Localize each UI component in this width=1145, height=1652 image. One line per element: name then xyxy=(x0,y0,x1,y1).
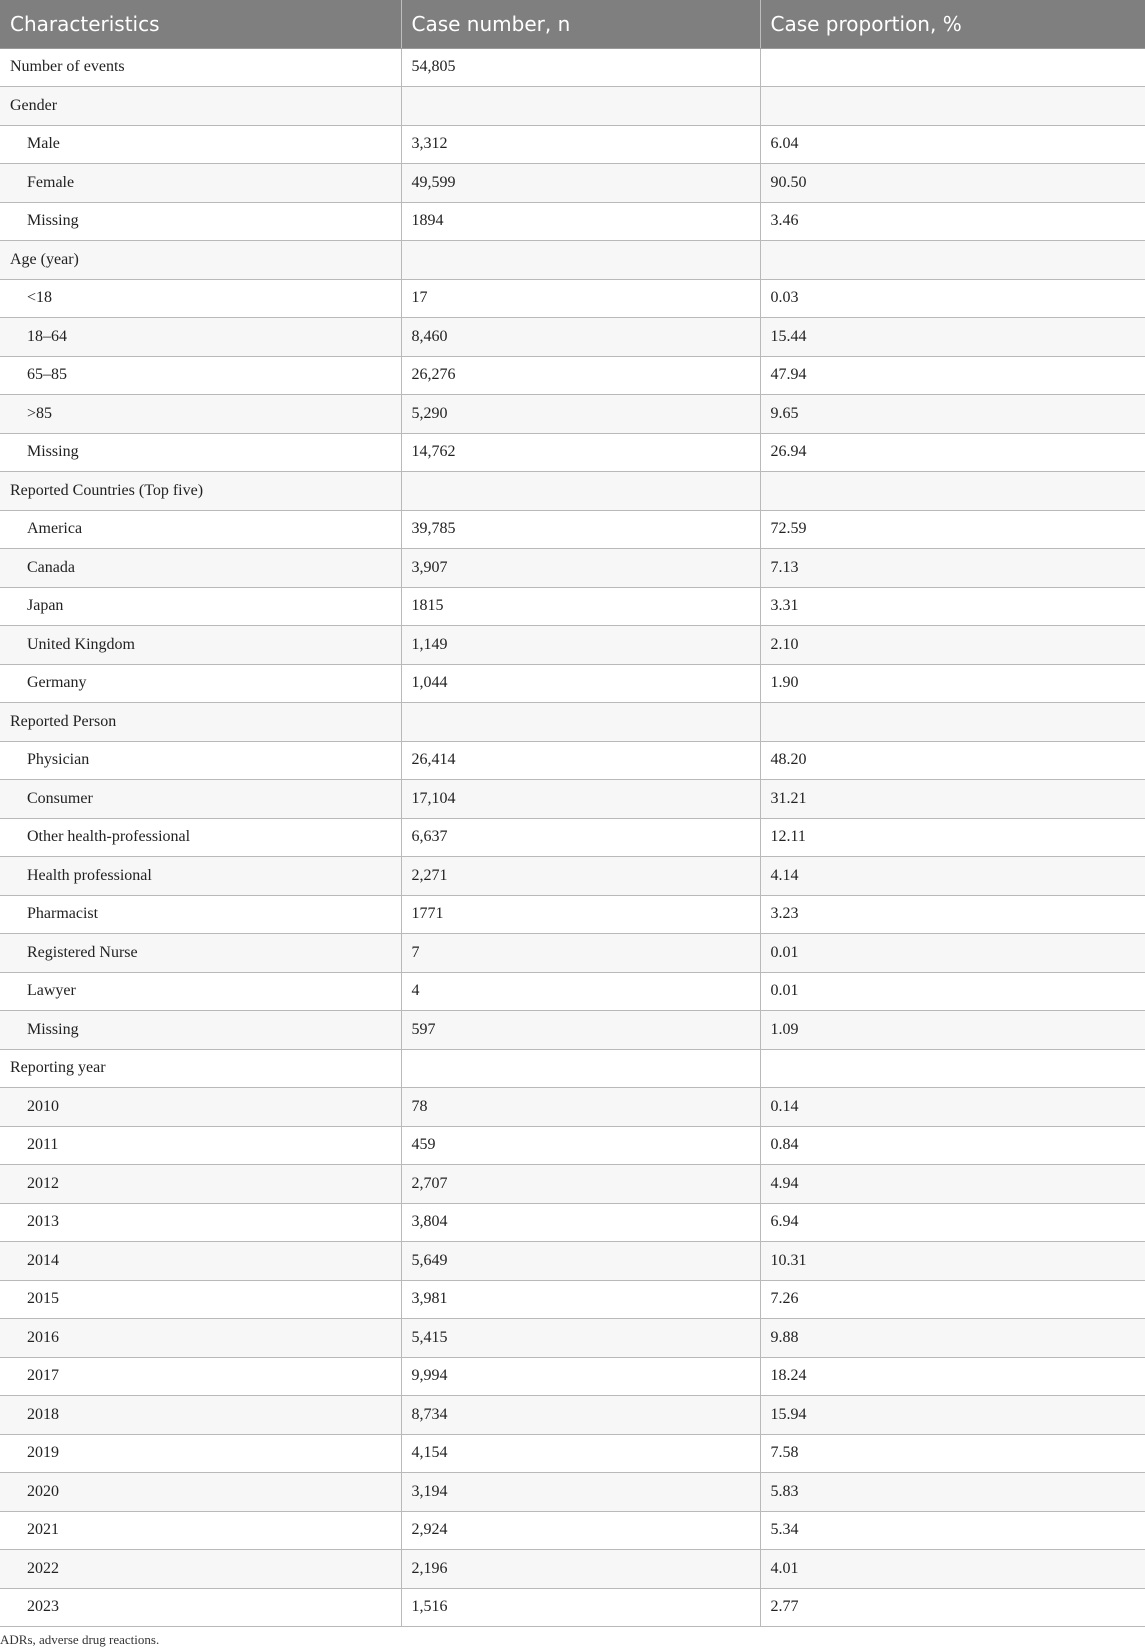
header-case-proportion: Case proportion, % xyxy=(760,0,1145,48)
row-case-number: 1894 xyxy=(401,202,760,241)
table-row xyxy=(0,202,1145,241)
table-row xyxy=(0,1473,1145,1512)
row-label: Reporting year xyxy=(0,1049,401,1088)
table-row xyxy=(0,1126,1145,1165)
row-case-number: 5,649 xyxy=(401,1242,760,1281)
row-case-proportion: 6.94 xyxy=(760,1203,1145,1242)
row-label: 65–85 xyxy=(0,356,401,395)
table-row xyxy=(0,433,1145,472)
row-label: Missing xyxy=(0,1011,401,1050)
row-case-number: 14,762 xyxy=(401,433,760,472)
row-label: 2021 xyxy=(0,1511,401,1550)
row-case-proportion: 10.31 xyxy=(760,1242,1145,1281)
row-case-number xyxy=(401,472,760,511)
row-case-number: 3,312 xyxy=(401,125,760,164)
row-case-proportion: 3.31 xyxy=(760,587,1145,626)
row-case-number xyxy=(401,703,760,742)
row-label: Reported Countries (Top five) xyxy=(0,472,401,511)
table-row xyxy=(0,241,1145,280)
table-row xyxy=(0,1357,1145,1396)
row-label: America xyxy=(0,510,401,549)
row-label: Female xyxy=(0,164,401,203)
header-characteristics: Characteristics xyxy=(0,0,401,48)
row-case-proportion: 7.13 xyxy=(760,549,1145,588)
table-row xyxy=(0,1088,1145,1127)
row-case-proportion: 2.77 xyxy=(760,1588,1145,1627)
row-label: Physician xyxy=(0,741,401,780)
row-case-proportion: 0.84 xyxy=(760,1126,1145,1165)
row-case-number: 6,637 xyxy=(401,818,760,857)
row-case-number: 3,804 xyxy=(401,1203,760,1242)
table-row xyxy=(0,818,1145,857)
row-case-proportion: 4.14 xyxy=(760,857,1145,896)
table-row xyxy=(0,1588,1145,1627)
row-case-number: 2,924 xyxy=(401,1511,760,1550)
row-label: 2017 xyxy=(0,1357,401,1396)
row-case-proportion: 12.11 xyxy=(760,818,1145,857)
row-label: Pharmacist xyxy=(0,895,401,934)
row-case-proportion: 26.94 xyxy=(760,433,1145,472)
table-row xyxy=(0,164,1145,203)
table-row xyxy=(0,934,1145,973)
table-row xyxy=(0,1011,1145,1050)
row-case-number: 1,516 xyxy=(401,1588,760,1627)
row-label: Missing xyxy=(0,433,401,472)
table-row xyxy=(0,1049,1145,1088)
table-row xyxy=(0,780,1145,819)
row-case-number: 26,276 xyxy=(401,356,760,395)
row-case-proportion: 4.94 xyxy=(760,1165,1145,1204)
table-row xyxy=(0,1242,1145,1281)
table-row xyxy=(0,1280,1145,1319)
row-case-proportion: 47.94 xyxy=(760,356,1145,395)
row-case-number: 4,154 xyxy=(401,1434,760,1473)
row-case-number: 7 xyxy=(401,934,760,973)
row-case-proportion: 0.14 xyxy=(760,1088,1145,1127)
row-case-proportion: 7.26 xyxy=(760,1280,1145,1319)
row-case-number: 17,104 xyxy=(401,780,760,819)
row-label: 2014 xyxy=(0,1242,401,1281)
row-case-proportion: 1.90 xyxy=(760,664,1145,703)
row-case-proportion xyxy=(760,48,1145,87)
row-case-number: 39,785 xyxy=(401,510,760,549)
table-row xyxy=(0,1203,1145,1242)
row-case-proportion: 0.01 xyxy=(760,972,1145,1011)
row-label: 2016 xyxy=(0,1319,401,1358)
row-case-proportion: 15.44 xyxy=(760,318,1145,357)
table-row xyxy=(0,972,1145,1011)
row-case-number: 1,044 xyxy=(401,664,760,703)
row-case-number: 17 xyxy=(401,279,760,318)
row-case-proportion: 6.04 xyxy=(760,125,1145,164)
row-case-number: 3,907 xyxy=(401,549,760,588)
row-case-proportion: 4.01 xyxy=(760,1550,1145,1589)
row-case-number xyxy=(401,1049,760,1088)
row-label: Japan xyxy=(0,587,401,626)
row-label: 2023 xyxy=(0,1588,401,1627)
row-label: Canada xyxy=(0,549,401,588)
table-row xyxy=(0,1319,1145,1358)
row-label: 2019 xyxy=(0,1434,401,1473)
row-case-number: 78 xyxy=(401,1088,760,1127)
row-label: Other health-professional xyxy=(0,818,401,857)
row-case-number: 9,994 xyxy=(401,1357,760,1396)
row-label: Consumer xyxy=(0,780,401,819)
row-label: Germany xyxy=(0,664,401,703)
row-case-number: 49,599 xyxy=(401,164,760,203)
row-case-proportion xyxy=(760,1049,1145,1088)
table-row xyxy=(0,703,1145,742)
row-case-proportion xyxy=(760,241,1145,280)
table-row xyxy=(0,1511,1145,1550)
row-case-number: 1815 xyxy=(401,587,760,626)
table-row xyxy=(0,626,1145,665)
row-case-number: 5,415 xyxy=(401,1319,760,1358)
row-label: 2011 xyxy=(0,1126,401,1165)
row-label: Male xyxy=(0,125,401,164)
table-row xyxy=(0,279,1145,318)
table-row xyxy=(0,318,1145,357)
row-label: Age (year) xyxy=(0,241,401,280)
row-case-proportion: 3.46 xyxy=(760,202,1145,241)
table-body xyxy=(0,48,1145,1627)
row-case-number: 26,414 xyxy=(401,741,760,780)
row-label: Gender xyxy=(0,87,401,126)
row-case-number: 4 xyxy=(401,972,760,1011)
row-case-proportion: 48.20 xyxy=(760,741,1145,780)
row-case-number: 1,149 xyxy=(401,626,760,665)
row-case-proportion: 9.88 xyxy=(760,1319,1145,1358)
row-case-number: 2,196 xyxy=(401,1550,760,1589)
row-label: Number of events xyxy=(0,48,401,87)
row-case-number: 8,460 xyxy=(401,318,760,357)
row-label: Health professional xyxy=(0,857,401,896)
row-case-proportion: 1.09 xyxy=(760,1011,1145,1050)
row-label: 18–64 xyxy=(0,318,401,357)
row-case-number: 8,734 xyxy=(401,1396,760,1435)
table-row xyxy=(0,1434,1145,1473)
table-row xyxy=(0,87,1145,126)
row-case-proportion: 2.10 xyxy=(760,626,1145,665)
row-case-number: 597 xyxy=(401,1011,760,1050)
row-case-proportion: 9.65 xyxy=(760,395,1145,434)
table-row xyxy=(0,895,1145,934)
row-label: <18 xyxy=(0,279,401,318)
row-label: Registered Nurse xyxy=(0,934,401,973)
row-case-proportion: 5.34 xyxy=(760,1511,1145,1550)
table-row xyxy=(0,48,1145,87)
table-footnote: ADRs, adverse drug reactions. xyxy=(0,1632,160,1647)
row-case-proportion: 90.50 xyxy=(760,164,1145,203)
row-case-proportion: 15.94 xyxy=(760,1396,1145,1435)
row-label: 2012 xyxy=(0,1165,401,1204)
row-case-number: 54,805 xyxy=(401,48,760,87)
row-label: Lawyer xyxy=(0,972,401,1011)
row-label: 2018 xyxy=(0,1396,401,1435)
table-row xyxy=(0,857,1145,896)
row-case-proportion: 0.01 xyxy=(760,934,1145,973)
row-case-proportion: 5.83 xyxy=(760,1473,1145,1512)
row-case-number: 3,981 xyxy=(401,1280,760,1319)
row-label: >85 xyxy=(0,395,401,434)
row-label: Missing xyxy=(0,202,401,241)
row-case-number: 3,194 xyxy=(401,1473,760,1512)
header-case-number: Case number, n xyxy=(401,0,760,48)
row-case-proportion: 18.24 xyxy=(760,1357,1145,1396)
table-row xyxy=(0,125,1145,164)
row-case-proportion xyxy=(760,703,1145,742)
table-row xyxy=(0,1396,1145,1435)
row-case-number: 459 xyxy=(401,1126,760,1165)
row-case-number: 5,290 xyxy=(401,395,760,434)
row-case-proportion: 31.21 xyxy=(760,780,1145,819)
row-label: 2013 xyxy=(0,1203,401,1242)
table-row xyxy=(0,741,1145,780)
table-row xyxy=(0,510,1145,549)
row-label: 2022 xyxy=(0,1550,401,1589)
row-case-number xyxy=(401,241,760,280)
row-case-proportion xyxy=(760,87,1145,126)
row-label: Reported Person xyxy=(0,703,401,742)
row-case-proportion: 7.58 xyxy=(760,1434,1145,1473)
table-row xyxy=(0,664,1145,703)
row-case-number: 2,271 xyxy=(401,857,760,896)
row-case-number xyxy=(401,87,760,126)
row-case-proportion xyxy=(760,472,1145,511)
row-label: 2020 xyxy=(0,1473,401,1512)
header-row xyxy=(0,0,1145,48)
table-row xyxy=(0,1165,1145,1204)
row-case-proportion: 72.59 xyxy=(760,510,1145,549)
table-row xyxy=(0,356,1145,395)
row-case-number: 1771 xyxy=(401,895,760,934)
row-case-number: 2,707 xyxy=(401,1165,760,1204)
table-row xyxy=(0,1550,1145,1589)
row-label: United Kingdom xyxy=(0,626,401,665)
row-label: 2015 xyxy=(0,1280,401,1319)
table-row xyxy=(0,395,1145,434)
table-row xyxy=(0,472,1145,511)
row-label: 2010 xyxy=(0,1088,401,1127)
table-row xyxy=(0,587,1145,626)
row-case-proportion: 3.23 xyxy=(760,895,1145,934)
row-case-proportion: 0.03 xyxy=(760,279,1145,318)
table-row xyxy=(0,549,1145,588)
